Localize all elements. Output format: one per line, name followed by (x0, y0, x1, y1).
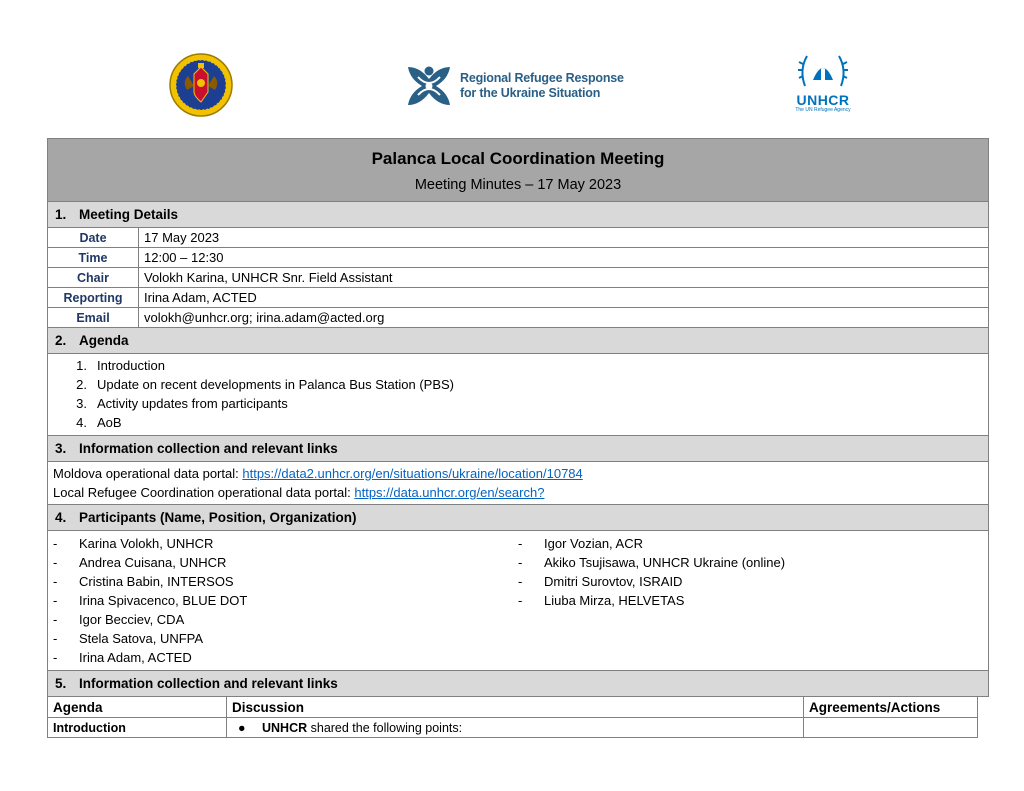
email-value: volokh@unhcr.org; irina.adam@acted.org (139, 308, 989, 328)
agenda-number: 4. (76, 415, 87, 430)
section-meeting-details (48, 202, 989, 228)
link-line (53, 464, 983, 483)
links-cell (48, 462, 989, 505)
participant-item: - Igor Vozian, ACR (518, 536, 643, 551)
detail-label: Email (48, 308, 139, 328)
section-number: 3. (55, 441, 67, 456)
participants-column-right (518, 534, 983, 667)
participant-item: - Akiko Tsujisawa, UNHCR Ukraine (online) (518, 555, 786, 570)
minutes-table (47, 138, 989, 697)
detail-label: Chair (48, 268, 139, 288)
section-number: 1. (55, 207, 67, 222)
detail-row (48, 268, 989, 288)
link-label: Moldova operational data portal: (53, 466, 243, 481)
agenda-number: 2. (76, 377, 87, 392)
section-information-links (48, 436, 989, 462)
agenda-number: 1. (76, 358, 87, 373)
participant-item: - Irina Adam, ACTED (53, 650, 192, 665)
detail-label: Date (48, 228, 139, 248)
section-information-links-2 (48, 671, 989, 697)
column-header-agenda: Agenda (48, 697, 227, 718)
section-title: Meeting Details (79, 207, 179, 222)
rrr-line-2: for the Ukraine Situation (460, 86, 601, 100)
agenda-text: Introduction (97, 358, 165, 373)
link-line (53, 483, 983, 502)
section-number: 4. (55, 510, 67, 525)
bullet-icon: ● (238, 720, 246, 735)
detail-label: Time (48, 248, 139, 268)
agenda-text: Update on recent developments in Palanca Bus Station (PBS) (97, 377, 454, 392)
participant-item: - Andrea Cuisana, UNHCR (53, 555, 227, 570)
agenda-number: 3. (76, 396, 87, 411)
document-title: Palanca Local Coordination Meeting (371, 149, 665, 168)
participant-item: - Igor Becciev, CDA (53, 612, 185, 627)
participants-column-left (53, 534, 518, 667)
participant-item: - Karina Volokh, UNHCR (53, 536, 214, 551)
title-cell (48, 139, 989, 202)
participants-cell (48, 531, 989, 671)
section-title: Information collection and relevant links (79, 676, 338, 691)
detail-row (48, 228, 989, 248)
minutes-document (47, 138, 978, 738)
participant-item: - Liuba Mirza, HELVETAS (518, 593, 685, 608)
agenda-item (53, 394, 983, 413)
link-label: Local Refugee Coordination operational data portal: (53, 485, 355, 500)
detail-row (48, 248, 989, 268)
section-participants (48, 505, 989, 531)
section-number: 2. (55, 333, 67, 348)
agenda-text: Activity updates from participants (97, 396, 288, 411)
moldova-portal-link[interactable]: https://data2.unhcr.org/en/situations/ukraine/location/10784 (242, 466, 583, 481)
detail-value: 17 May 2023 (139, 228, 989, 248)
table-row (48, 718, 978, 738)
column-header-actions: Agreements/Actions (804, 697, 978, 718)
unhcr-logo (788, 50, 858, 118)
participant-item: - Dmitri Surovtov, ISRAID (518, 574, 683, 589)
actions-cell (804, 718, 978, 738)
detail-value: 12:00 – 12:30 (139, 248, 989, 268)
unhcr-wordmark: UNHCR (796, 92, 850, 108)
logo-bar (0, 0, 1024, 130)
detail-row (48, 308, 989, 328)
rrr-x-icon (404, 61, 454, 111)
discussion-org: UNHCR (262, 720, 308, 735)
discussion-text: shared the following points: (307, 720, 463, 735)
local-coordination-portal-link[interactable]: https://data.unhcr.org/en/search? (354, 485, 545, 500)
agenda-item (53, 413, 983, 432)
detail-value: Irina Adam, ACTED (139, 288, 989, 308)
moldova-coat-of-arms-logo (168, 52, 234, 118)
section-agenda (48, 328, 989, 354)
detail-value: Volokh Karina, UNHCR Snr. Field Assistant (139, 268, 989, 288)
participant-item: - Stela Satova, UNFPA (53, 631, 204, 646)
agenda-text: AoB (97, 415, 122, 430)
unhcr-tagline: The UN Refugee Agency (795, 107, 851, 113)
agenda-cell: Introduction (48, 718, 227, 738)
regional-refugee-response-logo (404, 58, 629, 114)
participant-item: - Cristina Babin, INTERSOS (53, 574, 234, 589)
minutes-discussion-table (47, 696, 978, 738)
discussion-cell (227, 718, 804, 738)
agenda-item (53, 375, 983, 394)
rrr-line-1: Regional Refugee Response (460, 71, 624, 85)
column-header-discussion: Discussion (227, 697, 804, 718)
document-subtitle: Meeting Minutes – 17 May 2023 (414, 177, 622, 193)
section-number: 5. (55, 676, 67, 691)
agenda-item (53, 356, 983, 375)
participant-item: - Irina Spivacenco, BLUE DOT (53, 593, 248, 608)
detail-row (48, 288, 989, 308)
unhcr-emblem-icon (797, 50, 849, 90)
agenda-list (48, 354, 989, 436)
detail-label: Reporting (48, 288, 139, 308)
section-title: Participants (Name, Position, Organization) (79, 510, 357, 525)
discussion-header-row (48, 697, 978, 718)
section-title: Information collection and relevant links (79, 441, 338, 456)
section-title: Agenda (79, 333, 129, 348)
